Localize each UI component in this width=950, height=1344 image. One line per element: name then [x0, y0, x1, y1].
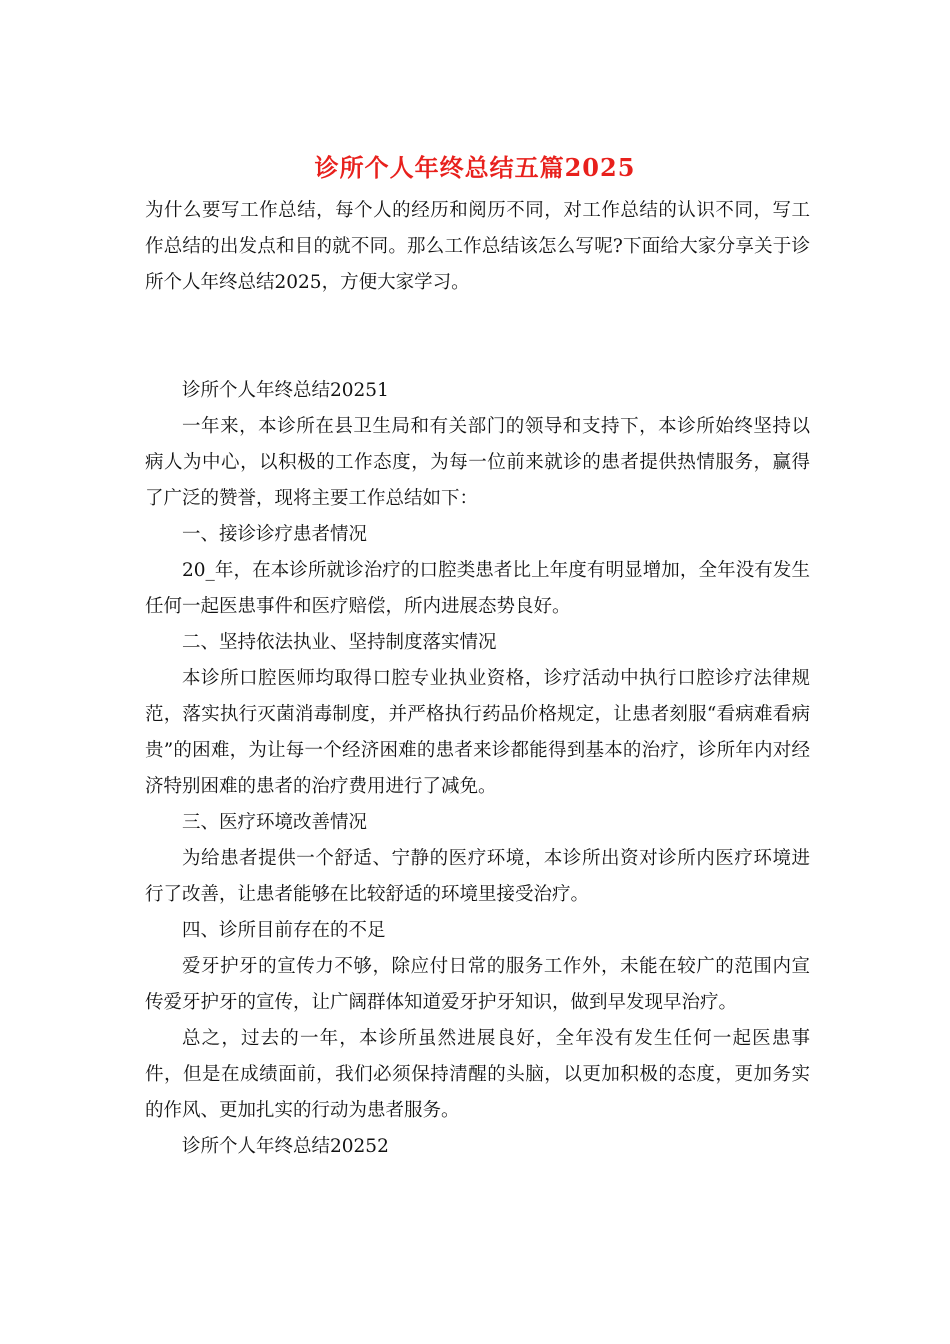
item-body-1: 20_年，在本诊所就诊治疗的口腔类患者比上年度有明显增加，全年没有发生任何一起医患事件和医疗赔偿，所内进展态势良好。 — [145, 560, 810, 617]
item-body-2: 本诊所口腔医师均取得口腔专业执业资格，诊疗活动中执行口腔诊疗法律规范，落实执行灭菌消毒制度，并严格执行药品价格规定，让患者刻服“看病难看病贵”的困难，为让每一个经济困难的患者来诊都能得到基本的治疗，诊所年内对经济特别困难的患者的治疗费用进行了减免。 — [145, 668, 810, 797]
item-heading-2: 二、坚持依法执业、坚持制度落实情况 — [182, 632, 497, 653]
item-heading-3: 三、医疗环境改善情况 — [182, 812, 368, 833]
intro-paragraph: 为什么要写工作总结，每个人的经历和阅历不同，对工作总结的认识不同，写工作总结的出发点和目的就不同。那么工作总结该怎么写呢?下面给大家分享关于诊所个人年终总结2025，方便大家学习。 — [145, 200, 810, 293]
item-heading-1: 一、接诊诊疗患者情况 — [182, 524, 368, 545]
section-heading-1: 诊所个人年终总结20251 — [182, 380, 389, 401]
section1-intro-paragraph: 一年来，本诊所在县卫生局和有关部门的领导和支持下，本诊所始终坚持以病人为中心，以积极的工作态度，为每一位前来就诊的患者提供热情服务，赢得了广泛的赞誉，现将主要工作总结如下： — [145, 416, 810, 509]
item-heading-4: 四、诊所目前存在的不足 — [182, 920, 386, 941]
item-body-3: 为给患者提供一个舒适、宁静的医疗环境，本诊所出资对诊所内医疗环境进行了改善，让患者能够在比较舒适的环境里接受治疗。 — [145, 848, 810, 905]
section-heading-2: 诊所个人年终总结20252 — [182, 1136, 389, 1157]
conclusion-paragraph: 总之，过去的一年，本诊所虽然进展良好，全年没有发生任何一起医患事件，但是在成绩面前，我们必须保持清醒的头脑，以更加积极的态度，更加务实的作风、更加扎实的行动为患者服务。 — [145, 1028, 810, 1121]
document-title: 诊所个人年终总结五篇2025 — [314, 153, 636, 182]
item-body-4: 爱牙护牙的宣传力不够，除应付日常的服务工作外，未能在较广的范围内宣传爱牙护牙的宣传，让广阔群体知道爱牙护牙知识，做到早发现早治疗。 — [145, 956, 810, 1013]
paragraph-spacer — [145, 301, 810, 373]
document-body — [145, 193, 810, 1165]
